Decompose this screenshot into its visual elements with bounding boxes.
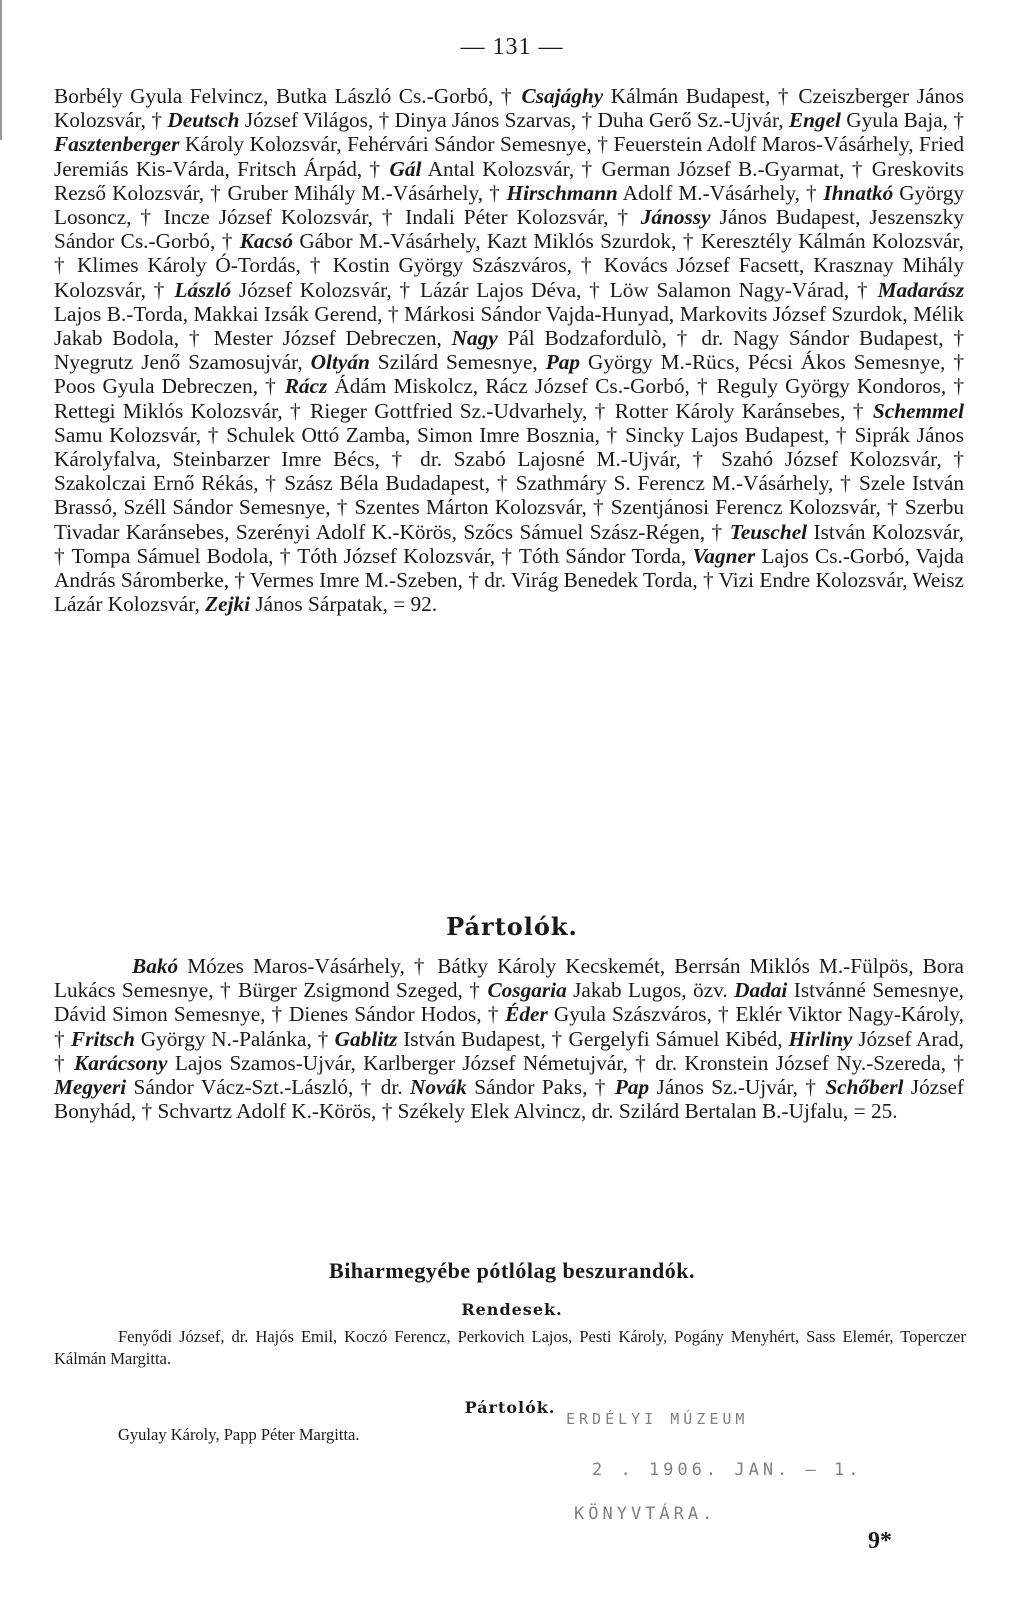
highlighted-name: Kacsó [239,229,293,254]
highlighted-name: Fasztenberger [54,132,180,157]
highlighted-name: László [174,277,232,302]
highlighted-name: Fritsch [71,1026,135,1051]
highlighted-name: Pap [545,350,581,375]
highlighted-name: Hirliny [788,1026,853,1051]
highlighted-name: Vagner [692,543,756,568]
members-list-paragraph: Borbély Gyula Felvincz, Butka László Cs.-Gorbó, † Csajághy Kálmán Budapest, † Czeiszberger János Kolozsvár, † Deutsch József Világos, † Dinya János Szarvas, † Duha Gerő Sz.-Ujvár, Engel Gyula Baja, † Fasztenberger Károly Kolozsvár, Fehérvári Sándor Semesnye, † Feuerstein Adolf Maros-Vásárhely, Fried Jeremiás Kis-Várda, Fritsch Árpád, † Gál Antal Kolozsvár, † German József B.-Gyarmat, † Greskovits Rezső Kolozsvár, † Gruber Mihály M.-Vásárhely, † Hirschmann Adolf M.-Vásárhely, † Ihnatkó György Losoncz, † Incze József Kolozsvár, † Indali Péter Kolozsvár, † Jánossy János Budapest, Jeszenszky Sándor Cs.-Gorbó, † Kacsó Gábor M.-Vásárhely, Kazt Miklós Szurdok, † Keresztély Kálmán Kolozsvár, † Klimes Károly Ó-Tordás, † Kostin György Szászváros, † Kovács József Facsett, Krasznay Mihály Kolozsvár, † László József Kolozsvár, † Lázár Lajos Déva, † Löw Salamon Nagy-Várad, † Madarász Lajos B.-Torda, Makkai Izsák Gerend, † Márkosi Sándor Vajda-Hunyad, Markovits József Szurdok, Mélik Jakab Bodola, † Mester József Debreczen, Nagy Pál Bodzafordulò, † dr. Nagy Sándor Budapest, † Nyegrutz Jenő Szamosujvár, Oltyán Szilárd Semesnye, Pap György M.-Rücs, Pécsi Ákos Semesnye, † Poos Gyula Debreczen, † Rácz Ádám Miskolcz, Rácz József Cs.-Gorbó, † Reguly György Kondoros, † Rettegi Miklós Kolozsvár, † Rieger Gottfried Sz.-Udvarhely, † Rotter Károly Karánsebes, † Schemmel Samu Kolozsvár, † Schulek Ottó Zamba, Simon Imre Bosznia, † Sincky Lajos Budapest, † Siprák János Károlyfalva, Steinbarzer Imre Bécs, † dr. Szabó Lajosné M.-Ujvár, † Szahó József Kolozsvár, † Szakolczai Ernő Rékás, † Szász Béla Budadapest, † Szathmáry S. Ferencz M.-Vásárhely, † Szele István Brassó, Széll Sándor Semesnye, † Szentes Márton Kolozsvár, † Szentjánosi Ferencz Kolozsvár, † Szerbu Tivadar Karánsebes, Szerényi Adolf K.-Körös, Szőcs Sámuel Szász-Régen, † Teuschel István Kolozsvár, † Tompa Sámuel Bodola, † Tóth József Kolozsvár, † Tóth Sándor Torda, Vagner Lajos Cs.-Gorbó, Vajda András Sáromberke, † Vermes Imre M.-Szeben, † dr. Virág Benedek Torda, † Vizi Endre Kolozsvár, Weisz Lázár Kolozsvár, Zejki János Sárpatak, = 92. [54,84,965,617]
section-heading-partolok: Pártolók. [446,912,578,941]
highlighted-name: Novák [410,1075,467,1100]
subheading-partolok: Pártolók. [464,1398,556,1417]
highlighted-name: Karácsony [74,1050,168,1075]
highlighted-name: Rácz [284,374,328,399]
highlighted-name: Dadai [734,978,788,1003]
highlighted-name: Gablitz [334,1026,398,1051]
highlighted-name: Zejki [205,592,251,617]
highlighted-name: Schőberl [825,1075,904,1100]
highlighted-name: Oltyán [310,350,370,375]
signature-mark: 9* [868,1528,892,1554]
highlighted-name: Teuschel [729,519,808,544]
highlighted-name: Schemmel [872,398,964,423]
highlighted-name: Cosgaria [487,978,567,1003]
highlighted-name: Deutsch [167,108,240,133]
section-title-bihar: Biharmegyébe pótlólag beszurandók. [329,1258,695,1283]
highlighted-name: Megyeri [54,1075,127,1100]
highlighted-name: Hirschmann [506,180,618,205]
library-stamp-date: 2 . 1906. JAN. – 1. [592,1460,863,1480]
highlighted-name: Bakó [132,954,179,978]
highlighted-name: Éder [505,1002,548,1027]
highlighted-name: Engel [788,108,841,133]
page-edge-mark [0,0,2,140]
subheading-rendesek: Rendesek. [461,1300,563,1319]
highlighted-name: Csajághy [521,84,604,108]
highlighted-name: Gál [389,156,422,181]
highlighted-name: Nagy [451,326,498,351]
highlighted-name: Madarász [877,277,964,302]
library-stamp-line-3: KÖNYVTÁRA. [574,1504,717,1524]
page-number: — 131 — [460,34,564,60]
highlighted-name: Jánossy [640,205,711,230]
supporters-list-paragraph: Bakó Mózes Maros-Vásárhely, † Bátky Károly Kecskemét, Berrsán Miklós M.-Fülpös, Bora Lukács Semesnye, † Bürger Zsigmond Szeged, † Cosgaria Jakab Lugos, özv. Dadai Istvánné Semesnye, Dávid Simon Semesnye, † Dienes Sándor Hodos, † Éder Gyula Szászváros, † Eklér Viktor Nagy-Károly, † Fritsch György N.-Palánka, † Gablitz István Budapest, † Gergelyfi Sámuel Kibéd, Hirliny József Arad, † Karácsony Lajos Szamos-Ujvár, Karlberger József Németujvár, † dr. Kronstein József Ny.-Szereda, † Megyeri Sándor Vácz-Szt.-László, † dr. Novák Sándor Paks, † Pap János Sz.-Ujvár, † Schőberl József Bonyhád, † Schvartz Adolf K.-Körös, † Székely Elek Alvincz, dr. Szilárd Bertalan B.-Ujfalu, = 25. [54,954,965,1124]
library-stamp-line-1: ERDÉLYI MÚZEUM [566,1410,749,1428]
highlighted-name: Ihnatkó [823,180,894,205]
partolok-list: Gyulay Károly, Papp Péter Margitta. [118,1425,360,1444]
rendesek-list: Fenyődi József, dr. Hajós Emil, Koczó Ferencz, Perkovich Lajos, Pesti Károly, Pogány Menyhért, Sass Elemér, Toperczer Kálmán Margitta. [54,1327,966,1368]
highlighted-name: Pap [614,1075,650,1100]
